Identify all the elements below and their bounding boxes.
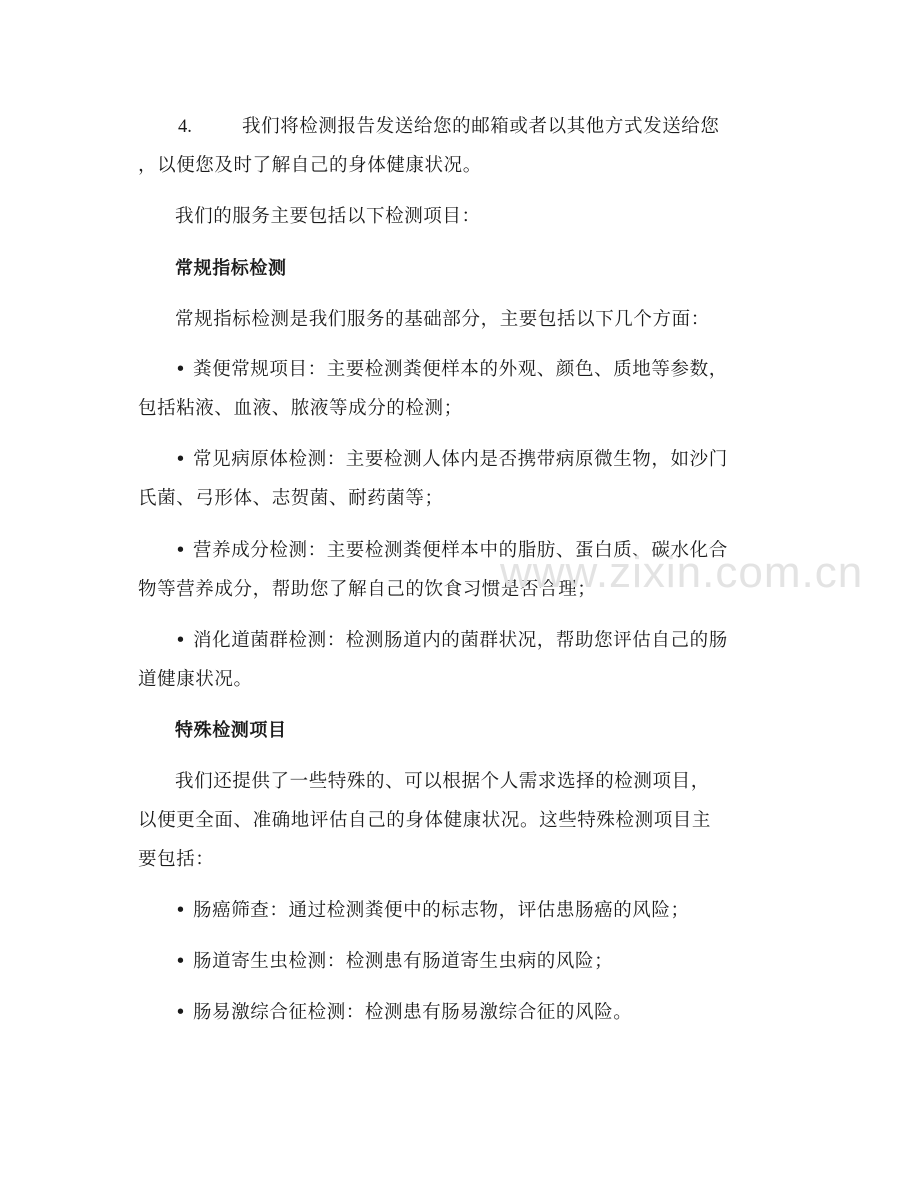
list-item-cont: 物等营养成分，帮助您了解自己的饮食习惯是否合理； (138, 579, 597, 600)
list-item: • 粪便常规项目：主要检测粪便样本的外观、颜色、质地等参数， (175, 359, 728, 380)
list-item-cont: 氏菌、弓形体、志贺菌、耐药菌等； (138, 488, 444, 509)
list-item: • 常见病原体检测：主要检测人体内是否携带病原微生物，如沙门 (175, 449, 728, 470)
list-item: • 消化道菌群检测：检测肠道内的菌群状况，帮助您评估自己的肠 (175, 630, 728, 651)
list-item-cont: 包括粘液、血液、脓液等成分的检测； (138, 398, 463, 419)
list-item: • 营养成分检测：主要检测粪便样本中的脂肪、蛋白质、碳水化合 (175, 540, 728, 561)
intro-paragraph: 我们的服务主要包括以下检测项目： (175, 206, 481, 227)
item4-line2: ，以便您及时了解自己的身体健康状况。 (138, 155, 482, 176)
section2-heading: 特殊检测项目 (175, 720, 287, 741)
list-item-cont: 道健康状况。 (138, 669, 253, 690)
section2-desc-line3: 要包括： (138, 849, 215, 870)
watermark: www.zixin.com.cn (500, 548, 864, 597)
section1-heading: 常规指标检测 (175, 258, 287, 279)
item-number: 4. (178, 117, 192, 137)
section2-desc-line2: 以便更全面、准确地评估自己的身体健康状况。这些特殊检测项目主 (138, 810, 712, 831)
list-item: • 肠易激综合征检测：检测患有肠易激综合征的风险。 (175, 1002, 633, 1023)
list-item: • 肠道寄生虫检测：检测患有肠道寄生虫病的风险； (175, 951, 614, 972)
list-item: • 肠癌筛查：通过检测粪便中的标志物，评估患肠癌的风险； (175, 900, 690, 921)
item4-line1: 我们将检测报告发送给您的邮箱或者以其他方式发送给您 (242, 116, 720, 137)
section2-desc-line1: 我们还提供了一些特殊的、可以根据个人需求选择的检测项目， (175, 771, 710, 792)
section1-desc: 常规指标检测是我们服务的基础部分，主要包括以下几个方面： (175, 309, 710, 330)
